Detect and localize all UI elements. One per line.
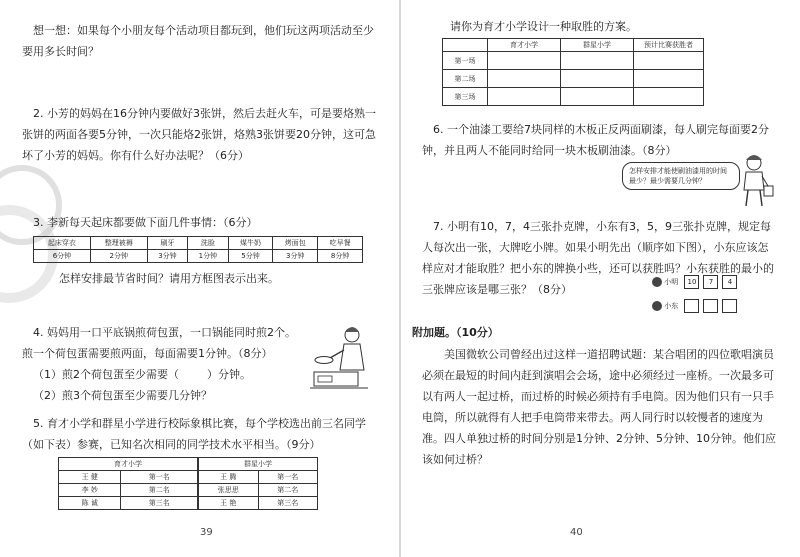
xiaoming-label: 小明 bbox=[664, 278, 679, 286]
q3-time-cell: 8分钟 bbox=[318, 250, 363, 263]
bonus-title: 附加题。（10分） bbox=[412, 326, 499, 339]
xiaodong-label: 小东 bbox=[664, 302, 679, 310]
q3-time-cell: 3分钟 bbox=[147, 250, 187, 263]
player-rank: 第二名 bbox=[121, 484, 198, 497]
right-page bbox=[400, 0, 800, 557]
painter-boy-illustration bbox=[732, 152, 776, 210]
q3-time-cell: 3分钟 bbox=[273, 250, 318, 263]
page-number-left: 39 bbox=[200, 527, 213, 538]
empty-card-slot[interactable] bbox=[684, 299, 699, 313]
question-4-sub1 bbox=[33, 364, 303, 385]
cooking-mother-illustration bbox=[308, 322, 380, 392]
q4-sub1-end: ）分钟。 bbox=[207, 368, 251, 381]
player-name: 王 腾 bbox=[199, 471, 259, 484]
player-rank: 第二名 bbox=[258, 484, 318, 497]
player-rank: 第一名 bbox=[258, 471, 318, 484]
question-6: 6. 一个油漆工要给7块同样的木板正反两面刷漆，每人刷完每面要2分钟，并且两人不能同时给同一块木板刷油漆。（8分） bbox=[422, 123, 769, 157]
player-rank: 第三名 bbox=[121, 497, 198, 510]
table-row bbox=[59, 497, 198, 510]
q3-header-row bbox=[34, 237, 363, 250]
plan-cell[interactable] bbox=[488, 52, 561, 70]
table-row bbox=[443, 52, 704, 70]
boy-head-icon bbox=[652, 301, 662, 311]
q3-header-cell: 起床穿衣 bbox=[34, 237, 91, 250]
plan-cell[interactable] bbox=[634, 70, 704, 88]
player-name: 陈 诚 bbox=[59, 497, 121, 510]
page-number-right: 40 bbox=[570, 527, 583, 538]
question-3-ask: 怎样安排最节省时间？请用方框图表示出来。 bbox=[59, 272, 279, 285]
boy-head-icon bbox=[652, 277, 662, 287]
q5-player-table-yucai bbox=[58, 457, 198, 510]
player-name: 王 艳 bbox=[199, 497, 259, 510]
question-7: 7. 小明有10，7，4三张扑克牌，小东有3，5，9三张扑克牌，规定每人每次出一张，大牌吃小牌。如果小明先出（顺序如下图），小东应该怎样应对才能取胜？把小东的牌换小些，还可以获胜吗？小东获胜的最小的三张牌应该是哪三张？（8分） bbox=[422, 220, 774, 296]
table-row bbox=[443, 70, 704, 88]
q3-header-cell: 洗脸 bbox=[188, 237, 228, 250]
question-4-intro: 4. 妈妈用一口平底锅煎荷包蛋，一口锅能同时煎2个。煎一个荷包蛋需要煎两面，每面需要1分钟。（8分） bbox=[22, 326, 296, 360]
question-4-sub2: （2）煎3个荷包蛋至少需要几分钟？ bbox=[33, 389, 212, 402]
player-rank: 第一名 bbox=[121, 471, 198, 484]
table-row bbox=[59, 471, 198, 484]
plan-cell[interactable] bbox=[634, 88, 704, 106]
round-label: 第三场 bbox=[443, 88, 488, 106]
q6-speech-bubble: 怎样安排才能使刷油漆用的时间最少？最少需要几分钟？ bbox=[622, 162, 740, 190]
q3-header-cell: 煤牛奶 bbox=[228, 237, 273, 250]
plan-cell[interactable] bbox=[561, 88, 634, 106]
table-row bbox=[199, 497, 318, 510]
plan-header-cell: 预计比赛获胜者 bbox=[634, 39, 704, 52]
yucai-title: 育才小学 bbox=[59, 458, 198, 471]
player-rank: 第三名 bbox=[258, 497, 318, 510]
table-row bbox=[59, 484, 198, 497]
plan-cell[interactable] bbox=[488, 70, 561, 88]
q3-time-cell: 2分钟 bbox=[90, 250, 147, 263]
playing-card: 10 bbox=[684, 275, 699, 289]
playing-card: 7 bbox=[703, 275, 718, 289]
table-row bbox=[199, 471, 318, 484]
empty-card-slot[interactable] bbox=[722, 299, 737, 313]
table-row bbox=[199, 484, 318, 497]
empty-card-slot[interactable] bbox=[703, 299, 718, 313]
plan-cell[interactable] bbox=[488, 88, 561, 106]
round-label: 第一场 bbox=[443, 52, 488, 70]
q3-time-cell: 1分钟 bbox=[188, 250, 228, 263]
player-name: 张思思 bbox=[199, 484, 259, 497]
question-5-continued: 请你为育才小学设计一种取胜的方案。 bbox=[450, 20, 637, 33]
think-question: 想一想：如果每个小朋友每个活动项目都玩到，他们玩这两项活动至少要用多长时间？ bbox=[22, 24, 374, 58]
q3-header-cell: 吃早餐 bbox=[318, 237, 363, 250]
q3-task-table bbox=[33, 236, 363, 263]
question-5: 5. 育才小学和群星小学进行校际象棋比赛，每个学校选出前三名同学（如下表）参赛，已知名次相同的同学技术水平相当。（9分） bbox=[22, 417, 366, 451]
round-label: 第二场 bbox=[443, 70, 488, 88]
card-row-xiaodong bbox=[652, 299, 741, 313]
q3-header-cell: 整理被褥 bbox=[90, 237, 147, 250]
bonus-question: 美国微软公司曾经出过这样一道招聘试题：某合唱团的四位歌唱演员必须在最短的时间内赶到演唱会会场，途中必须经过一座桥。一次最多可以有两人一起过桥，而过桥的时候必须持有手电筒。因为他们只有一只手电筒，所以就得有人把手电筒带来带去。两人同行时以较慢者的速度为准。四人单独过桥的时间分别是1分钟、2分钟、5分钟、10分钟。他们应该如何过桥？ bbox=[422, 348, 776, 466]
q3-time-cell: 5分钟 bbox=[228, 250, 273, 263]
q3-time-row bbox=[34, 250, 363, 263]
plan-header-cell bbox=[443, 39, 488, 52]
plan-cell[interactable] bbox=[561, 70, 634, 88]
card-row-xiaoming bbox=[652, 275, 741, 289]
plan-header-cell: 育才小学 bbox=[488, 39, 561, 52]
plan-cell[interactable] bbox=[561, 52, 634, 70]
question-3-intro: 3. 李新每天起床都要做下面几件事情：（6分） bbox=[33, 216, 258, 229]
plan-header-cell: 群星小学 bbox=[561, 39, 634, 52]
q4-sub1-start: （1）煎2个荷包蛋至少需要（ bbox=[33, 368, 179, 381]
question-2: 2. 小芳的妈妈在16分钟内要做好3张饼，然后去赶火车，可是要烙熟一张饼的两面各要5分钟，一次只能烙2张饼，烙熟3张饼要20分钟，这可急坏了小芳的妈妈。你有什么好办法呢？（6分） bbox=[22, 107, 376, 162]
q3-time-cell: 6分钟 bbox=[34, 250, 91, 263]
q5-player-table-qunxing bbox=[198, 457, 318, 510]
plan-table bbox=[442, 38, 704, 106]
player-name: 王 健 bbox=[59, 471, 121, 484]
plan-cell[interactable] bbox=[634, 52, 704, 70]
qunxing-title: 群星小学 bbox=[199, 458, 318, 471]
table-row bbox=[443, 88, 704, 106]
q3-header-cell: 烤面包 bbox=[273, 237, 318, 250]
player-name: 李 妙 bbox=[59, 484, 121, 497]
playing-card: 4 bbox=[722, 275, 737, 289]
q3-header-cell: 刷牙 bbox=[147, 237, 187, 250]
plan-header-row bbox=[443, 39, 704, 52]
